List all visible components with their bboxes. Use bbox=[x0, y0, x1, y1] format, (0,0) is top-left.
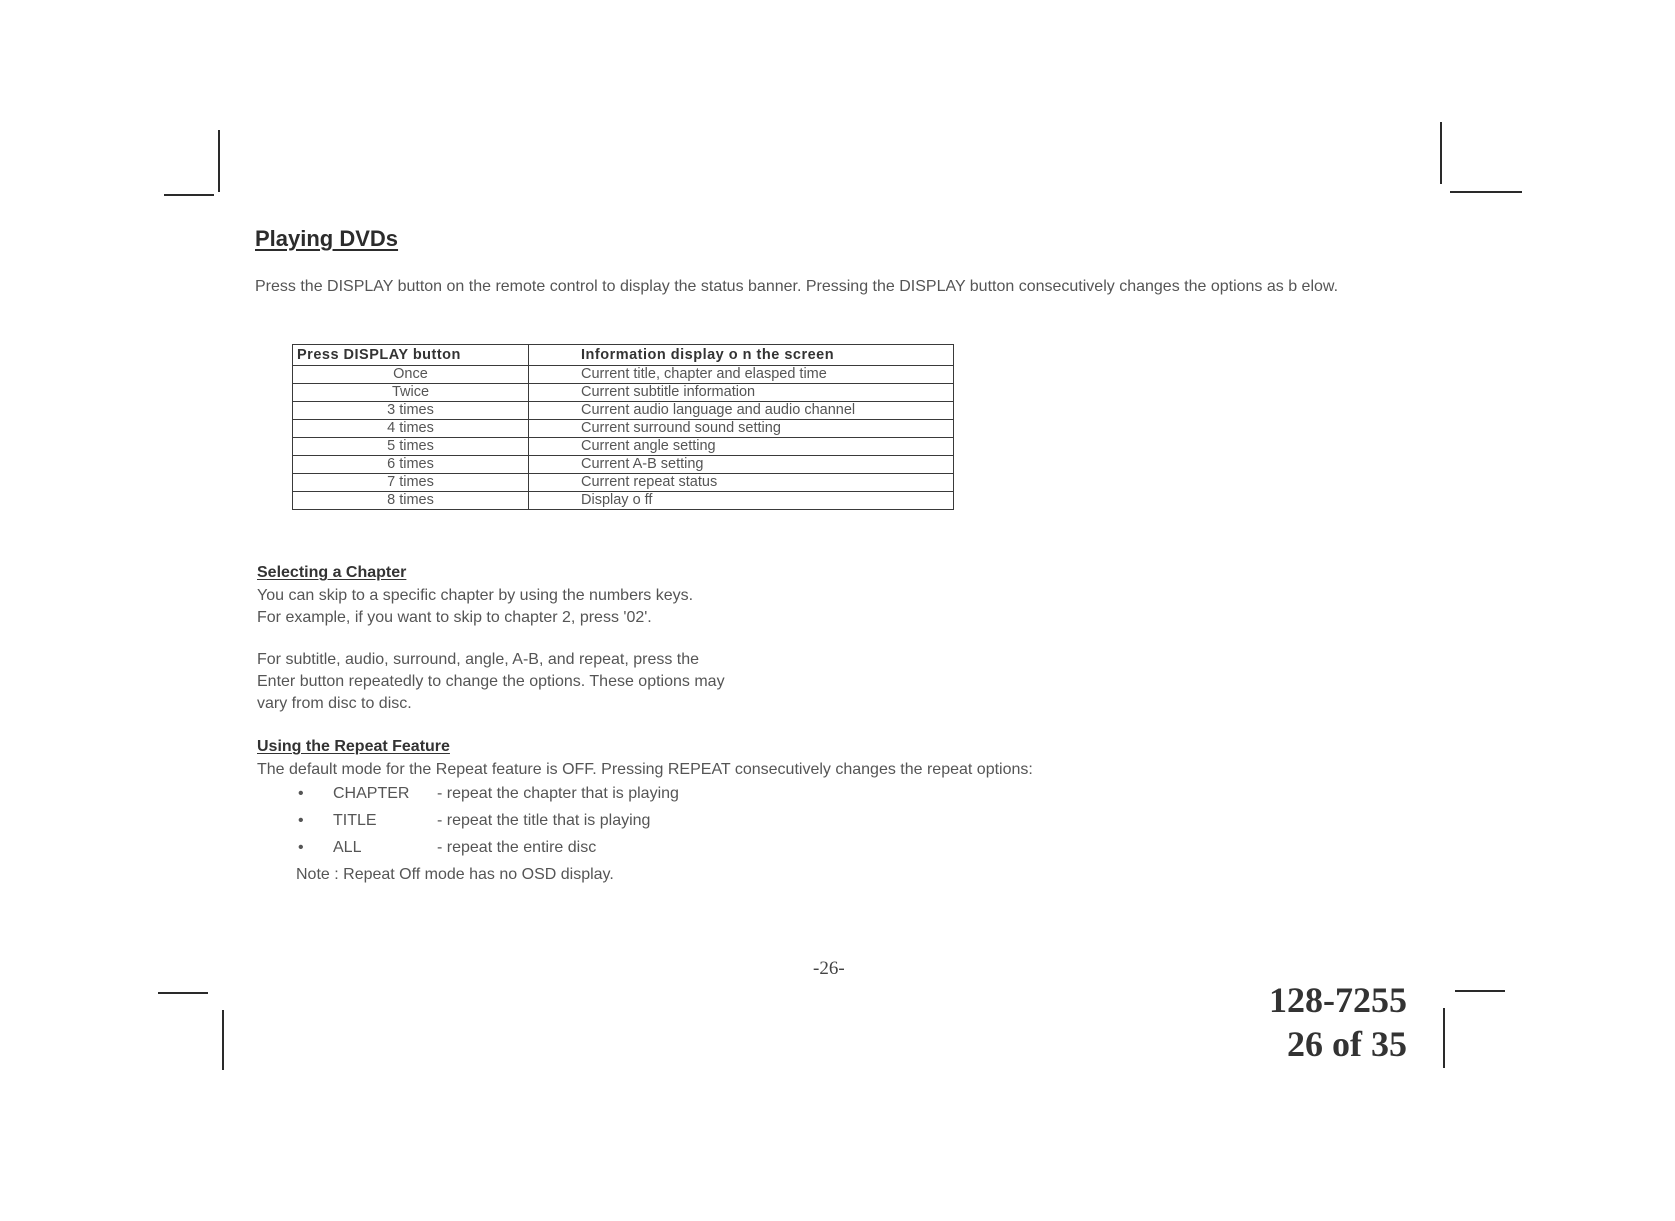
info-cell: Current subtitle information bbox=[529, 384, 954, 402]
options-line: vary from disc to disc. bbox=[257, 695, 412, 712]
bullet-icon: • bbox=[298, 839, 304, 856]
table-row bbox=[293, 492, 954, 510]
page-number: -26- bbox=[813, 958, 845, 979]
repeat-option-term: TITLE bbox=[333, 812, 377, 829]
info-cell: Current title, chapter and elasped time bbox=[529, 366, 954, 384]
table-row bbox=[293, 456, 954, 474]
press-count-cell: 4 times bbox=[293, 420, 529, 438]
intro-paragraph: Press the DISPLAY button on the remote control to display the status banner. Pressing the DISPLAY button consecutively changes the options as b elow. bbox=[255, 278, 1339, 295]
crop-mark bbox=[218, 130, 220, 192]
repeat-option-term: CHAPTER bbox=[333, 785, 410, 802]
repeat-option-desc: - repeat the chapter that is playing bbox=[437, 785, 679, 802]
crop-mark bbox=[1443, 1008, 1445, 1068]
bullet-icon: • bbox=[298, 785, 304, 802]
crop-mark bbox=[222, 1010, 224, 1070]
crop-mark bbox=[1440, 122, 1442, 184]
chapter-line: You can skip to a specific chapter by using the numbers keys. bbox=[257, 587, 694, 604]
crop-mark bbox=[164, 194, 214, 196]
table-header-row bbox=[293, 345, 954, 366]
selecting-chapter-heading: Selecting a Chapter bbox=[257, 564, 407, 581]
column-header: Information display o n the screen bbox=[529, 345, 954, 366]
press-count-cell: 6 times bbox=[293, 456, 529, 474]
table-row bbox=[293, 402, 954, 420]
info-cell: Current surround sound setting bbox=[529, 420, 954, 438]
document-id: 128-7255 bbox=[1269, 980, 1407, 1020]
press-count-cell: 3 times bbox=[293, 402, 529, 420]
press-count-cell: Twice bbox=[293, 384, 529, 402]
repeat-option-term: ALL bbox=[333, 839, 362, 856]
table-row bbox=[293, 474, 954, 492]
info-cell: Current audio language and audio channel bbox=[529, 402, 954, 420]
repeat-option-desc: - repeat the entire disc bbox=[437, 839, 597, 856]
options-paragraph bbox=[257, 649, 725, 715]
press-count-cell: Once bbox=[293, 366, 529, 384]
page-title: Playing DVDs bbox=[255, 226, 399, 251]
press-count-cell: 5 times bbox=[293, 438, 529, 456]
options-line: Enter button repeatedly to change the options. These options may bbox=[257, 673, 725, 690]
press-count-cell: 8 times bbox=[293, 492, 529, 510]
table-row bbox=[293, 438, 954, 456]
crop-mark bbox=[158, 992, 208, 994]
info-cell: Current A-B setting bbox=[529, 456, 954, 474]
column-header: Press DISPLAY button bbox=[293, 345, 529, 366]
chapter-paragraph bbox=[257, 585, 693, 629]
info-cell: Current repeat status bbox=[529, 474, 954, 492]
table-row bbox=[293, 366, 954, 384]
info-cell: Current angle setting bbox=[529, 438, 954, 456]
repeat-feature-heading: Using the Repeat Feature bbox=[257, 738, 450, 755]
table-row bbox=[293, 420, 954, 438]
press-count-cell: 7 times bbox=[293, 474, 529, 492]
bullet-icon: • bbox=[298, 812, 304, 829]
options-line: For subtitle, audio, surround, angle, A-B, and repeat, press the bbox=[257, 651, 700, 668]
info-cell: Display o ff bbox=[529, 492, 954, 510]
repeat-note: Note : Repeat Off mode has no OSD display. bbox=[296, 866, 614, 883]
crop-mark bbox=[1455, 990, 1505, 992]
display-table bbox=[292, 344, 954, 510]
document-page-count: 26 of 35 bbox=[1287, 1024, 1407, 1064]
table-row bbox=[293, 384, 954, 402]
crop-mark bbox=[1450, 191, 1522, 193]
chapter-line: For example, if you want to skip to chapter 2, press '02'. bbox=[257, 609, 652, 626]
repeat-intro: The default mode for the Repeat feature is OFF. Pressing REPEAT consecutively changes the repeat options: bbox=[257, 761, 1033, 778]
document-id-block bbox=[1269, 978, 1407, 1066]
repeat-option-desc: - repeat the title that is playing bbox=[437, 812, 651, 829]
